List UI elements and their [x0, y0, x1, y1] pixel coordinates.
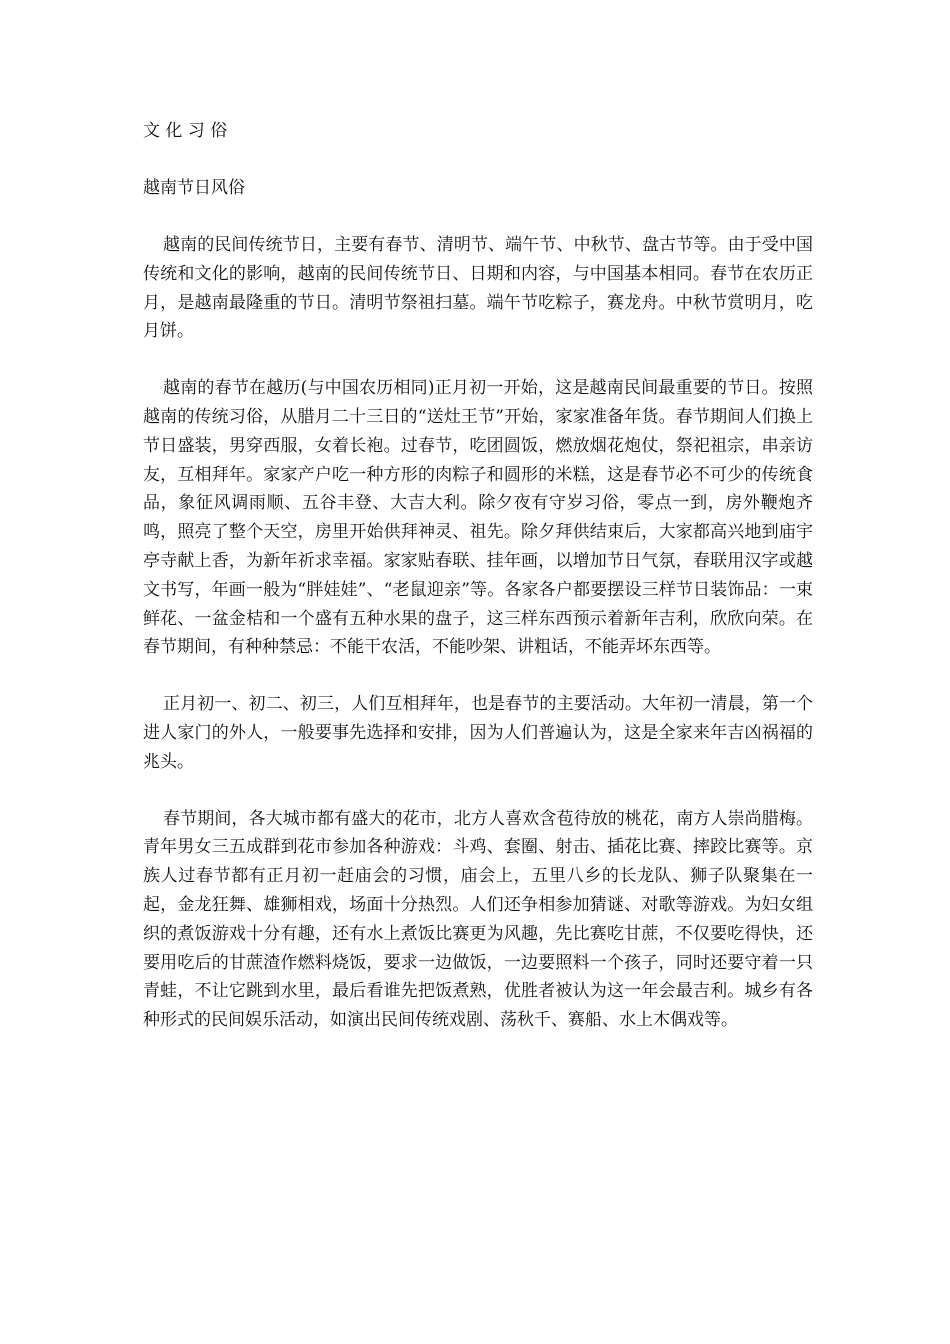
paragraph-spring-festival: 越南的春节在越历(与中国农历相同)正月初一开始，这是越南民间最重要的节日。按照越南的传统习俗，从腊月二十三日的“送灶王节”开始，家家准备年货。春节期间人们换上节日盛装，男穿西服，女着长袍。过春节，吃团圆饭，燃放烟花炮仗，祭祀祖宗，串亲访友，互相拜年。家家产户吃一种方形的肉粽子和圆形的米糕，这是春节必不可少的传统食品，象征风调雨顺、五谷丰登、大吉大利。除夕夜有守岁习俗，零点一到，房外鞭炮齐鸣，照亮了整个天空，房里开始供拜神灵、祖先。除夕拜供结束后，大家都高兴地到庙宇亭寺献上香，为新年祈求幸福。家家贴春联、挂年画，以增加节日气氛，春联用汉字或越文书写，年画一般为“胖娃娃”、“老鼠迎亲”等。各家各户都要摆设三样节日装饰品：一束鲜花、一盆金桔和一个盛有五种水果的盘子，这三样东西预示着新年吉利，欣欣向荣。在春节期间，有种种禁忌：不能干农活，不能吵架、讲粗话，不能弄坏东西等。	[143, 378, 813, 658]
paragraph-festivals-overview: 越南的民间传统节日，主要有春节、清明节、端午节、中秋节、盘古节等。由于受中国传统和文化的影响，越南的民间传统节日、日期和内容，与中国基本相同。春节在农历正月，是越南最隆重的节日。清明节祭祖扫墓。端午节吃粽子，赛龙舟。中秋节赏明月，吃月饼。	[143, 235, 813, 342]
document-title: 文 化 习 俗	[143, 121, 228, 141]
document-body	[143, 117, 813, 1035]
section-heading: 越南节日风俗	[143, 178, 245, 198]
paragraph-flower-market: 春节期间，各大城市都有盛大的花市，北方人喜欢含苞待放的桃花，南方人崇尚腊梅。青年男女三五成群到花市参加各种游戏：斗鸡、套圈、射击、插花比赛、摔跤比赛等。京族人过春节都有正月初一赶庙会的习惯，庙会上，五里八乡的长龙队、狮子队聚集在一起，金龙狂舞、雄狮相戏，场面十分热烈。人们还争相参加猜谜、对歌等游戏。为妇女组织的煮饭游戏十分有趣，还有水上煮饭比赛更为风趣，先比赛吃甘蔗，不仅要吃得快，还要用吃后的甘蔗渣作燃料烧饭，要求一边做饭，一边要照料一个孩子，同时还要守着一只青蛙，不让它跳到水里，最后看谁先把饭煮熟，优胜者被认为这一年会最吉利。城乡有各种形式的民间娱乐活动，如演出民间传统戏剧、荡秋千、赛船、水上木偶戏等。	[143, 808, 813, 1031]
paragraph-new-year-visits: 正月初一、初二、初三，人们互相拜年，也是春节的主要活动。大年初一清晨，第一个进人家门的外人，一般要事先选择和安排，因为人们普遍认为，这是全家来年吉凶祸福的兆头。	[143, 694, 813, 772]
